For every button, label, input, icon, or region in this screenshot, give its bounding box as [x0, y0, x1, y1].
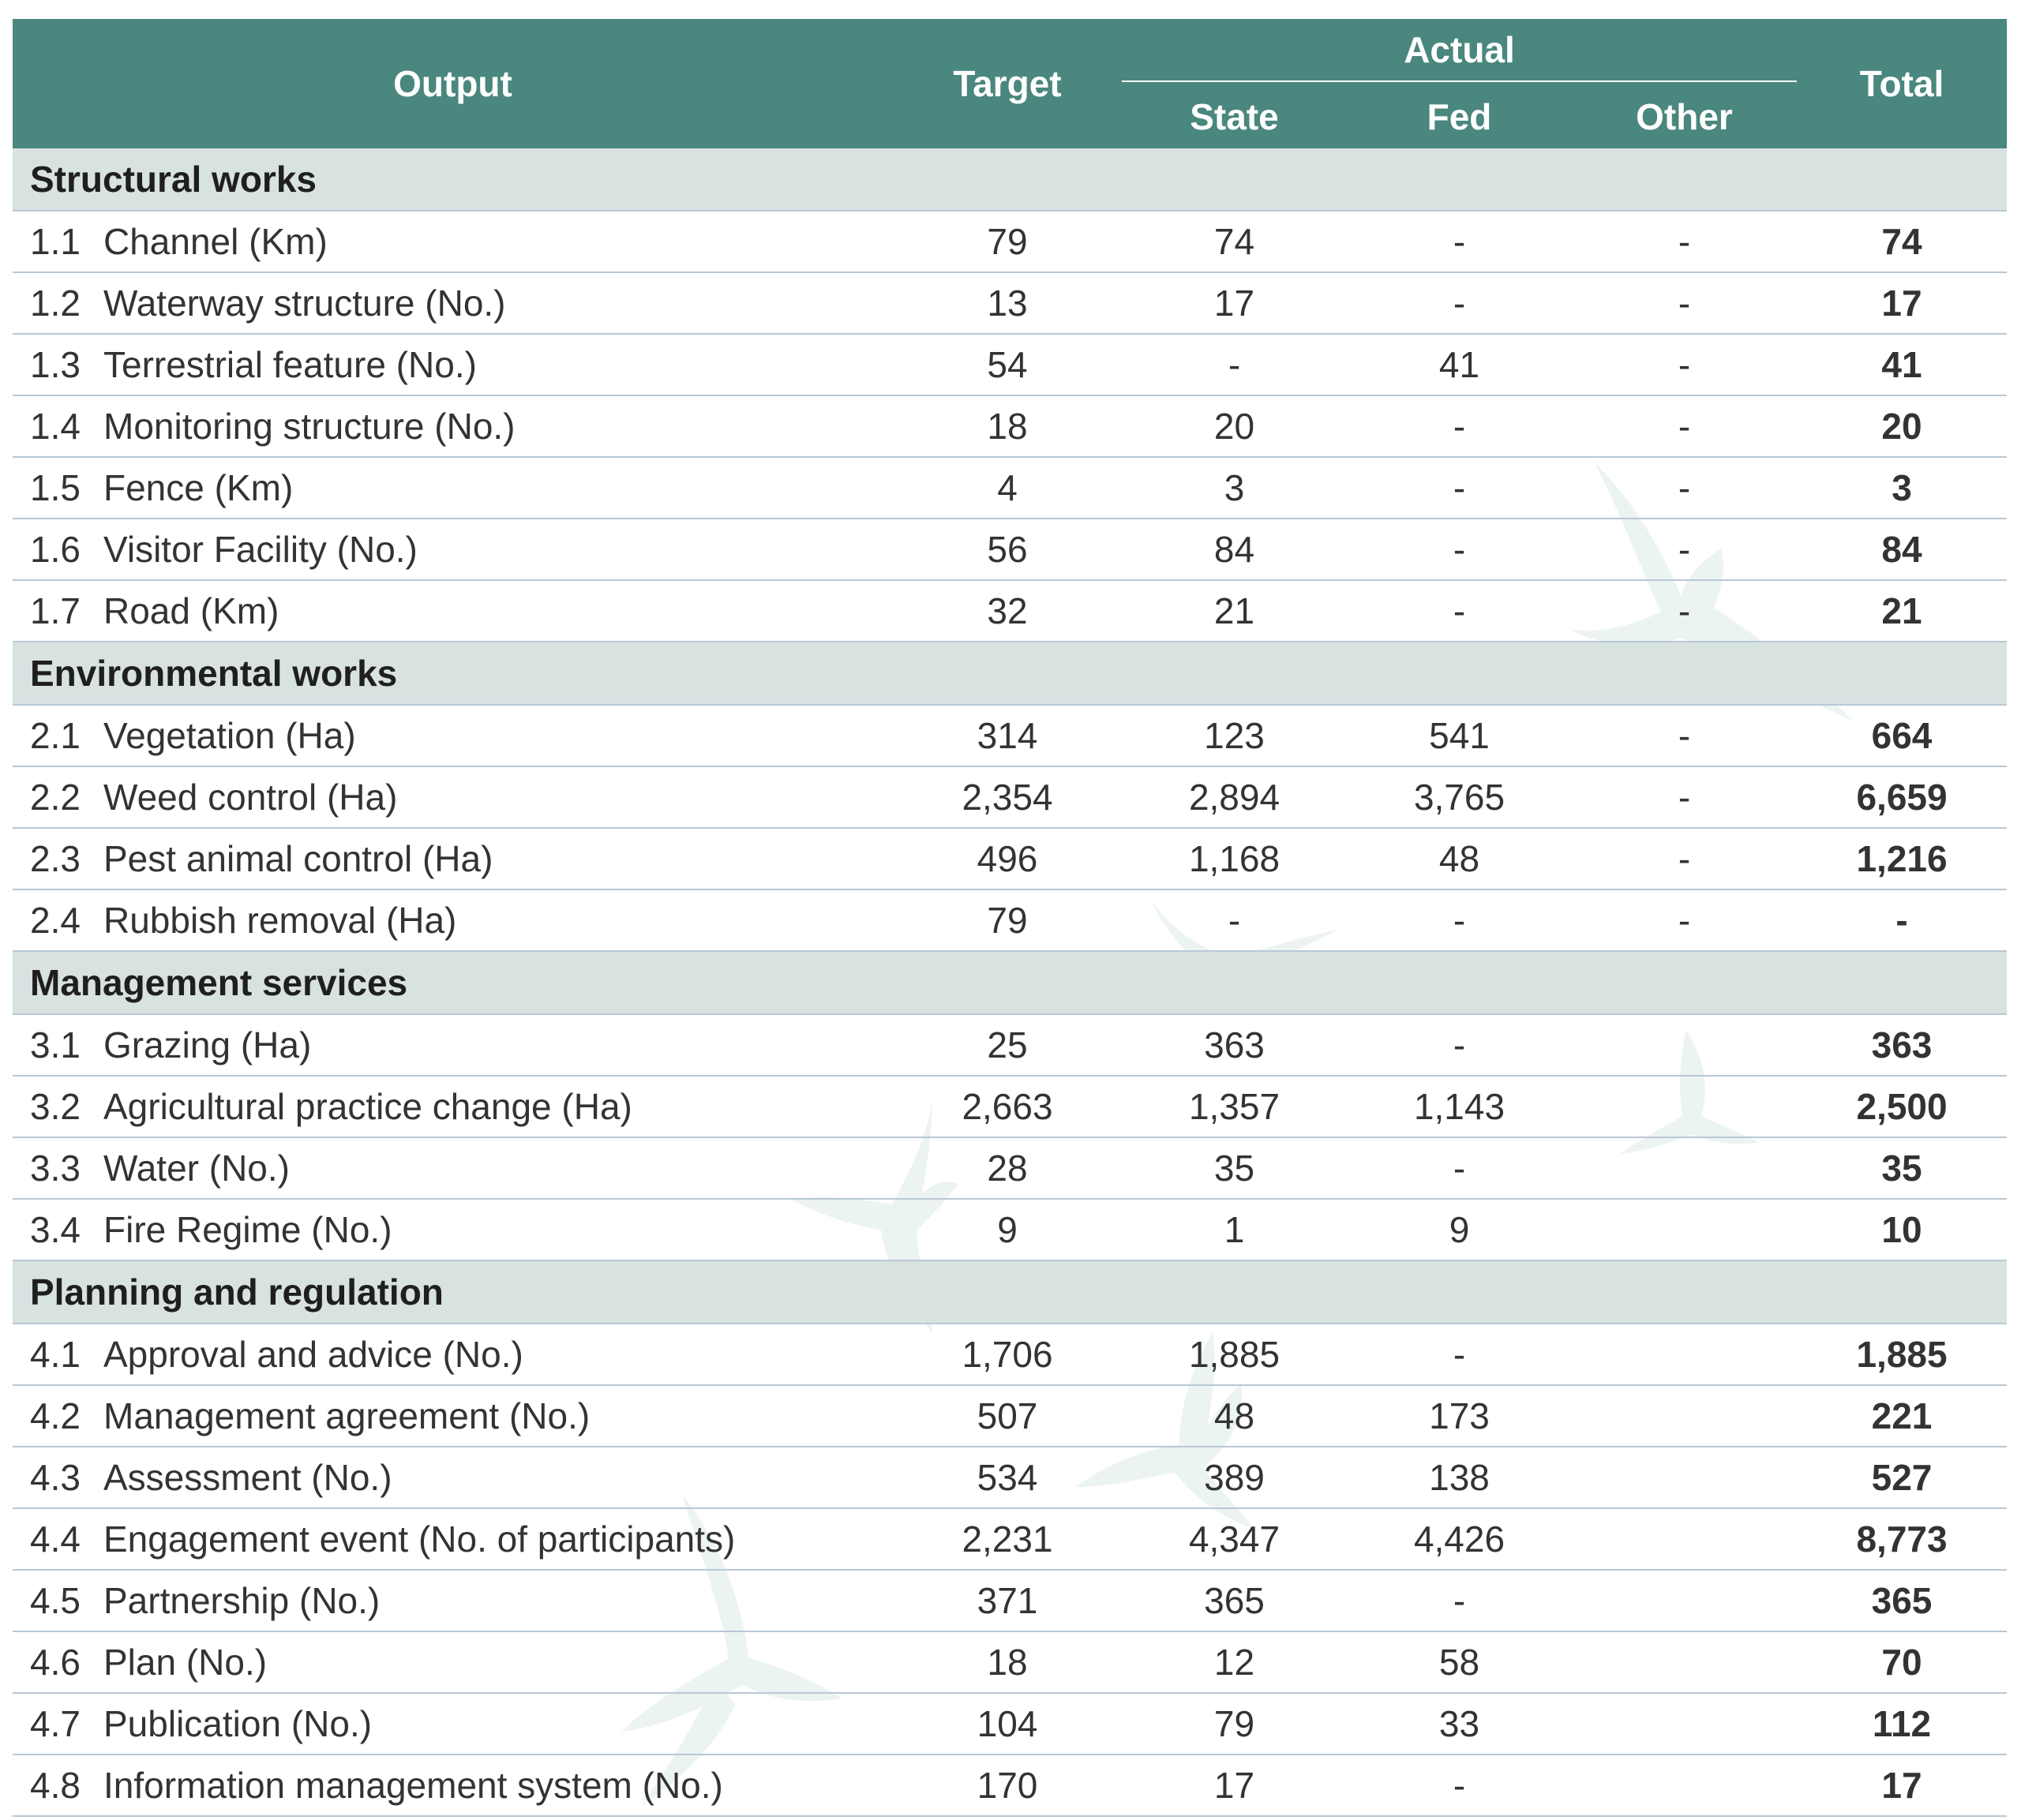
cell-num: 1.3: [13, 334, 103, 395]
header-fed: Fed: [1347, 82, 1572, 148]
cell-num: 4.6: [13, 1631, 103, 1693]
cell-target: 18: [893, 1631, 1122, 1693]
cell-other: [1572, 1508, 1797, 1570]
cell-label: Management agreement (No.): [103, 1385, 893, 1447]
table-row: [13, 272, 2007, 334]
cell-target: 28: [893, 1137, 1122, 1199]
cell-total: 365: [1797, 1570, 2007, 1631]
cell-state: 17: [1122, 1754, 1347, 1816]
cell-label: Waterway structure (No.): [103, 272, 893, 334]
cell-num: 4.1: [13, 1324, 103, 1385]
cell-other: -: [1572, 211, 1797, 272]
cell-state: 365: [1122, 1570, 1347, 1631]
cell-other: [1572, 1693, 1797, 1754]
section-title: Planning and regulation: [13, 1260, 2007, 1324]
cell-total: 8,773: [1797, 1508, 2007, 1570]
table-row: [13, 766, 2007, 828]
cell-state: 48: [1122, 1385, 1347, 1447]
table-row: [13, 457, 2007, 519]
cell-state: 1,357: [1122, 1076, 1347, 1137]
cell-state: -: [1122, 889, 1347, 951]
cell-total: 221: [1797, 1385, 2007, 1447]
cell-label: Fence (Km): [103, 457, 893, 519]
cell-num: 4.8: [13, 1754, 103, 1816]
cell-num: 4.7: [13, 1693, 103, 1754]
section-title: Management services: [13, 951, 2007, 1014]
table-row: [13, 1014, 2007, 1076]
cell-state: 3: [1122, 457, 1347, 519]
cell-other: [1572, 1570, 1797, 1631]
cell-state: 12: [1122, 1631, 1347, 1693]
cell-other: -: [1572, 705, 1797, 766]
cell-target: 25: [893, 1014, 1122, 1076]
cell-target: 32: [893, 580, 1122, 642]
cell-label: Information management system (No.): [103, 1754, 893, 1816]
cell-fed: -: [1347, 1754, 1572, 1816]
table-row: [13, 889, 2007, 951]
cell-label: Partnership (No.): [103, 1570, 893, 1631]
cell-fed: 41: [1347, 334, 1572, 395]
cell-other: -: [1572, 395, 1797, 457]
cell-total: 20: [1797, 395, 2007, 457]
cell-label: Approval and advice (No.): [103, 1324, 893, 1385]
cell-target: 507: [893, 1385, 1122, 1447]
cell-num: 4.3: [13, 1447, 103, 1508]
cell-num: 2.3: [13, 828, 103, 889]
cell-other: -: [1572, 889, 1797, 951]
cell-fed: 58: [1347, 1631, 1572, 1693]
table-row: [13, 1137, 2007, 1199]
cell-total: 10: [1797, 1199, 2007, 1260]
cell-state: 363: [1122, 1014, 1347, 1076]
cell-total: 21: [1797, 580, 2007, 642]
section-row: [13, 1260, 2007, 1324]
cell-state: 4,347: [1122, 1508, 1347, 1570]
cell-other: [1572, 1076, 1797, 1137]
section-row: [13, 642, 2007, 705]
cell-fed: -: [1347, 580, 1572, 642]
cell-label: Publication (No.): [103, 1693, 893, 1754]
cell-target: 18: [893, 395, 1122, 457]
table-row: [13, 1385, 2007, 1447]
cell-target: 2,663: [893, 1076, 1122, 1137]
cell-target: 496: [893, 828, 1122, 889]
cell-state: 79: [1122, 1693, 1347, 1754]
cell-num: 3.3: [13, 1137, 103, 1199]
cell-total: 74: [1797, 211, 2007, 272]
cell-other: [1572, 1137, 1797, 1199]
cell-target: 56: [893, 519, 1122, 580]
table-row: [13, 1508, 2007, 1570]
page: [13, 19, 2007, 1817]
cell-target: 2,231: [893, 1508, 1122, 1570]
table-row: [13, 1076, 2007, 1137]
cell-num: 1.1: [13, 211, 103, 272]
cell-target: 13: [893, 272, 1122, 334]
cell-total: 664: [1797, 705, 2007, 766]
table-body: [13, 148, 2007, 1816]
table-row: [13, 1570, 2007, 1631]
header-actual-label: Actual: [1404, 29, 1515, 70]
cell-state: 2,894: [1122, 766, 1347, 828]
cell-state: 123: [1122, 705, 1347, 766]
section-row: [13, 951, 2007, 1014]
cell-other: -: [1572, 519, 1797, 580]
cell-num: 3.4: [13, 1199, 103, 1260]
section-row: [13, 148, 2007, 211]
cell-label: Water (No.): [103, 1137, 893, 1199]
cell-num: 2.4: [13, 889, 103, 951]
table-row: [13, 828, 2007, 889]
cell-fed: -: [1347, 1137, 1572, 1199]
cell-target: 534: [893, 1447, 1122, 1508]
cell-label: Pest animal control (Ha): [103, 828, 893, 889]
cell-target: 371: [893, 1570, 1122, 1631]
table-row: [13, 395, 2007, 457]
cell-total: 112: [1797, 1693, 2007, 1754]
cell-label: Visitor Facility (No.): [103, 519, 893, 580]
cell-state: 84: [1122, 519, 1347, 580]
cell-total: 3: [1797, 457, 2007, 519]
cell-num: 2.1: [13, 705, 103, 766]
cell-num: 1.2: [13, 272, 103, 334]
cell-label: Grazing (Ha): [103, 1014, 893, 1076]
cell-num: 3.2: [13, 1076, 103, 1137]
cell-label: Vegetation (Ha): [103, 705, 893, 766]
cell-label: Agricultural practice change (Ha): [103, 1076, 893, 1137]
cell-total: 1,216: [1797, 828, 2007, 889]
outputs-table: [13, 19, 2007, 1817]
cell-other: [1572, 1447, 1797, 1508]
cell-total: 84: [1797, 519, 2007, 580]
header-state: State: [1122, 82, 1347, 148]
table-row: [13, 1754, 2007, 1816]
cell-fed: 3,765: [1347, 766, 1572, 828]
cell-state: 1: [1122, 1199, 1347, 1260]
cell-label: Terrestrial feature (No.): [103, 334, 893, 395]
cell-total: 1,885: [1797, 1324, 2007, 1385]
cell-fed: 4,426: [1347, 1508, 1572, 1570]
cell-target: 79: [893, 889, 1122, 951]
cell-num: 4.2: [13, 1385, 103, 1447]
cell-other: [1572, 1754, 1797, 1816]
cell-other: [1572, 1324, 1797, 1385]
table-row: [13, 705, 2007, 766]
cell-target: 314: [893, 705, 1122, 766]
header-output: Output: [13, 19, 893, 148]
cell-state: 21: [1122, 580, 1347, 642]
cell-state: -: [1122, 334, 1347, 395]
cell-other: -: [1572, 580, 1797, 642]
cell-fed: -: [1347, 889, 1572, 951]
cell-total: 17: [1797, 272, 2007, 334]
cell-target: 104: [893, 1693, 1122, 1754]
cell-target: 79: [893, 211, 1122, 272]
cell-label: Engagement event (No. of participants): [103, 1508, 893, 1570]
table-row: [13, 1447, 2007, 1508]
cell-target: 2,354: [893, 766, 1122, 828]
cell-target: 9: [893, 1199, 1122, 1260]
cell-label: Road (Km): [103, 580, 893, 642]
cell-state: 1,168: [1122, 828, 1347, 889]
cell-num: 1.6: [13, 519, 103, 580]
cell-other: -: [1572, 272, 1797, 334]
cell-total: 41: [1797, 334, 2007, 395]
cell-target: 54: [893, 334, 1122, 395]
section-title: Environmental works: [13, 642, 2007, 705]
cell-fed: -: [1347, 211, 1572, 272]
cell-num: 3.1: [13, 1014, 103, 1076]
cell-fed: 173: [1347, 1385, 1572, 1447]
cell-label: Rubbish removal (Ha): [103, 889, 893, 951]
cell-num: 4.5: [13, 1570, 103, 1631]
header-total: Total: [1797, 19, 2007, 148]
cell-other: -: [1572, 334, 1797, 395]
cell-num: 1.7: [13, 580, 103, 642]
cell-state: 35: [1122, 1137, 1347, 1199]
cell-label: Weed control (Ha): [103, 766, 893, 828]
cell-label: Channel (Km): [103, 211, 893, 272]
cell-state: 74: [1122, 211, 1347, 272]
table-row: [13, 1324, 2007, 1385]
section-title: Structural works: [13, 148, 2007, 211]
table-row: [13, 580, 2007, 642]
cell-fed: -: [1347, 1014, 1572, 1076]
cell-other: [1572, 1631, 1797, 1693]
cell-target: 4: [893, 457, 1122, 519]
cell-state: 20: [1122, 395, 1347, 457]
cell-total: 363: [1797, 1014, 2007, 1076]
cell-other: -: [1572, 457, 1797, 519]
cell-other: -: [1572, 766, 1797, 828]
cell-fed: -: [1347, 519, 1572, 580]
cell-fed: 541: [1347, 705, 1572, 766]
cell-total: -: [1797, 889, 2007, 951]
cell-total: 70: [1797, 1631, 2007, 1693]
cell-num: 2.2: [13, 766, 103, 828]
cell-fed: 9: [1347, 1199, 1572, 1260]
cell-total: 527: [1797, 1447, 2007, 1508]
cell-fed: -: [1347, 1324, 1572, 1385]
cell-fed: 138: [1347, 1447, 1572, 1508]
cell-other: [1572, 1385, 1797, 1447]
cell-fed: -: [1347, 272, 1572, 334]
header-other: Other: [1572, 82, 1797, 148]
cell-total: 17: [1797, 1754, 2007, 1816]
cell-state: 17: [1122, 272, 1347, 334]
header-target: Target: [893, 19, 1122, 148]
cell-num: 4.4: [13, 1508, 103, 1570]
table-row: [13, 211, 2007, 272]
cell-label: Plan (No.): [103, 1631, 893, 1693]
table-row: [13, 334, 2007, 395]
cell-other: [1572, 1014, 1797, 1076]
cell-total: 2,500: [1797, 1076, 2007, 1137]
cell-target: 1,706: [893, 1324, 1122, 1385]
table-row: [13, 1631, 2007, 1693]
cell-fed: 33: [1347, 1693, 1572, 1754]
cell-total: 35: [1797, 1137, 2007, 1199]
table-row: [13, 519, 2007, 580]
cell-fed: 48: [1347, 828, 1572, 889]
cell-num: 1.4: [13, 395, 103, 457]
cell-fed: -: [1347, 457, 1572, 519]
header-actual: [1122, 19, 1797, 82]
cell-other: -: [1572, 828, 1797, 889]
cell-label: Assessment (No.): [103, 1447, 893, 1508]
cell-label: Monitoring structure (No.): [103, 395, 893, 457]
cell-label: Fire Regime (No.): [103, 1199, 893, 1260]
cell-state: 389: [1122, 1447, 1347, 1508]
cell-fed: 1,143: [1347, 1076, 1572, 1137]
cell-fed: -: [1347, 1570, 1572, 1631]
cell-num: 1.5: [13, 457, 103, 519]
cell-state: 1,885: [1122, 1324, 1347, 1385]
table-row: [13, 1693, 2007, 1754]
table-header: [13, 19, 2007, 148]
cell-fed: -: [1347, 395, 1572, 457]
cell-total: 6,659: [1797, 766, 2007, 828]
table-row: [13, 1199, 2007, 1260]
cell-target: 170: [893, 1754, 1122, 1816]
cell-other: [1572, 1199, 1797, 1260]
